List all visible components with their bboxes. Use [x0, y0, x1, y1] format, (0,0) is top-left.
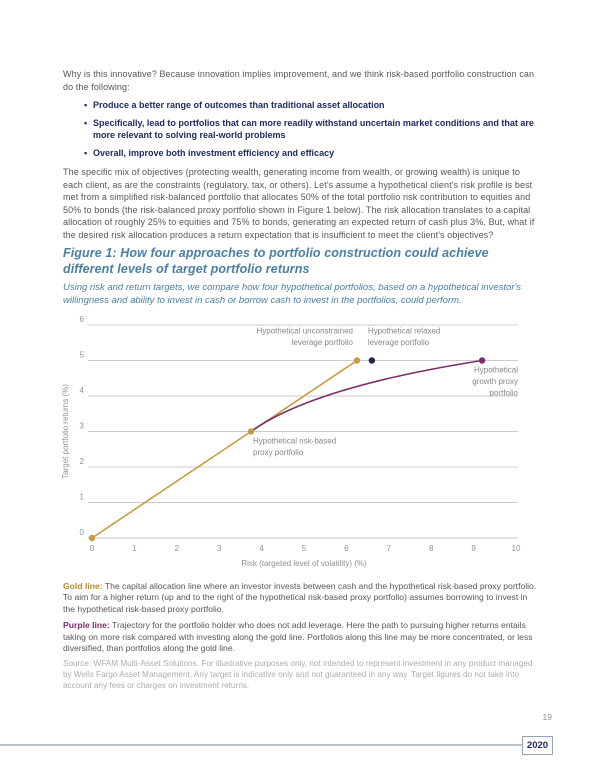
page-number: 19 [542, 712, 552, 722]
annotation-label: Hypothetical [473, 365, 518, 375]
x-tick-label: 8 [428, 544, 434, 553]
y-tick-label: 0 [79, 528, 84, 537]
annotation-label: growth proxy [472, 377, 518, 386]
data-point-marker [89, 535, 95, 541]
footer-rule [0, 744, 523, 746]
x-tick-label: 0 [89, 544, 95, 553]
x-tick-label: 7 [386, 544, 392, 553]
annotation-label: leverage portfolio [291, 338, 353, 347]
gold-line-note-label: Gold line: [63, 581, 103, 591]
x-tick-label: 4 [259, 544, 264, 553]
annotation-label: portfolio [489, 388, 518, 398]
y-axis-title: Target portfolio returns (%) [61, 384, 70, 479]
intro-paragraph: Why is this innovative? Because innovation implies improvement, and we think risk-based portfolio construction can do the following: [63, 69, 535, 92]
y-tick-label: 1 [79, 492, 84, 502]
data-point-marker [479, 357, 485, 363]
annotation-label: Hypothetical relaxed [367, 326, 441, 336]
data-point-marker [369, 357, 375, 363]
annotation-label: leverage portfolio [367, 338, 430, 347]
x-tick-label: 1 [132, 544, 137, 553]
x-tick-label: 6 [344, 544, 349, 553]
bullet-item: • Produce a better range of outcomes than traditional asset allocation [63, 99, 540, 112]
data-point-marker [248, 428, 254, 434]
x-tick-label: 3 [216, 544, 222, 553]
y-tick-label: 4 [79, 386, 84, 395]
purple-line-note-text: Trajectory for the portfolio holder who does not add leverage. Here the path to pursuing higher returns entails taking on more risk compared with investing along the gold line. Portfolios along this line may be more concentrated, or less diversified, than portfolios along the gold line. [63, 620, 533, 654]
y-tick-label: 5 [79, 350, 84, 360]
annotation-label: Hypothetical unconstrained [256, 326, 353, 336]
bullet-list [63, 99, 540, 159]
purple-line-note-label: Purple line: [63, 620, 110, 631]
bullet-item: • Specifically, lead to portfolios that can more readily withstand uncertain market conditions and that are more relevant to solving real-world problems [63, 117, 540, 142]
year-tab: 2020 [522, 736, 553, 755]
y-tick-label: 2 [79, 457, 84, 466]
body-paragraph: The specific mix of objectives (protecting wealth, generating income from wealth, or growing wealth) is unique to each client, as are the constraints (regulatory, tax, or others). Let's assume a hypothetical client's risk profile is best met from a simplified risk-balanced portfolio that allocates 50% of the total portfolio risk contribution to equities and 50% to bonds (the risk-balanced proxy portfolio shown in Figure 1 below). The risk allocation translates to a capital allocation of roughly 25% to equities and 75% to bonds, generating an expected return of cash plus 3%. But, what if the desired risk allocation produces a return expectation that is insufficient to meet the client's objectives? [63, 167, 535, 240]
annotation-label: proxy portfolio [253, 448, 304, 457]
line-chart [60, 312, 540, 576]
figure-title: Figure 1: How four approaches to portfolio construction could achieve different levels of target portfolio returns [63, 246, 489, 276]
y-tick-label: 6 [79, 315, 84, 324]
data-point-marker [354, 357, 360, 363]
x-tick-label: 9 [471, 544, 476, 553]
series-line [92, 361, 357, 539]
y-tick-label: 3 [79, 421, 84, 431]
gold-line-note-text: The capital allocation line where an investor invests between cash and the hypothetical risk-based proxy portfolio. To aim for a higher return (up and to the right of the hypothetical risk-based proxy portfolio) assumes borrowing to invest in the hypothetical risk-based proxy portfolio. [63, 581, 537, 614]
x-tick-label: 5 [301, 544, 307, 553]
x-tick-label: 10 [511, 544, 521, 553]
figure-subtitle: Using risk and return targets, we compare how four hypothetical portfolios, based on a hypothetical investor's willingness and ability to invest in cash or borrow cash to invest in the portfolios, could perform. [63, 282, 522, 306]
x-axis-title: Risk (targeted level of volatility) (%) [241, 559, 367, 568]
source-note: Source: WFAM Multi-Asset Solutions. For illustrative purposes only, not intended to represent investment in any product managed by Wells Fargo Asset Management. Any target is indicative only and not guaranteed in any way. Target figures do not take into account any fees or charges on investment returns. [63, 659, 533, 690]
annotation-label: Hypothetical risk-based [253, 436, 337, 446]
gold-line-note [63, 581, 540, 615]
x-tick-label: 2 [174, 544, 180, 553]
bullet-item: • Overall, improve both investment efficiency and efficacy [63, 147, 540, 160]
purple-line-note [63, 620, 540, 654]
